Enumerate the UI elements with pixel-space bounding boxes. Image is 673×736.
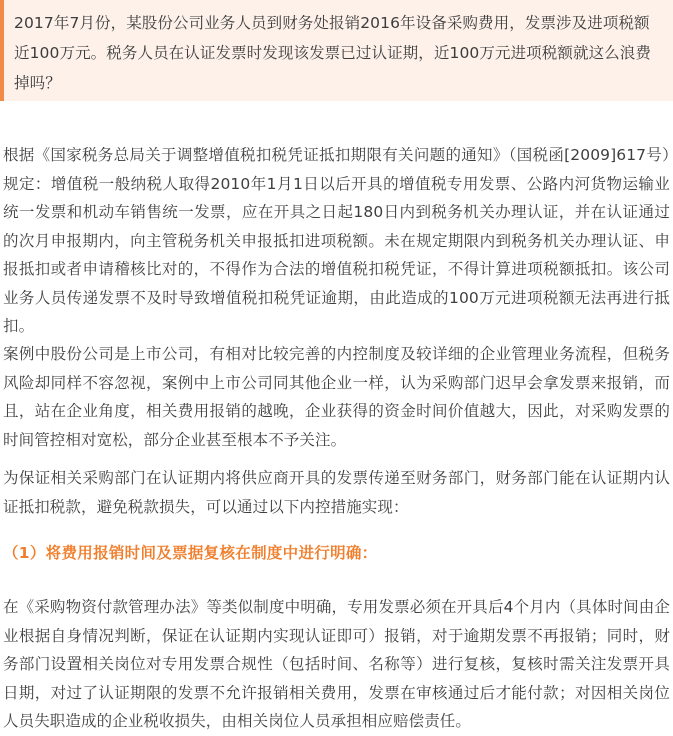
paragraph-regulation: 根据《国家税务总局关于调整增值税扣税凭证抵扣期限有关问题的通知》（国税函[2009]617号）规定：增值税一般纳税人取得2010年1月1日以后开具的增值税专用发票、公路内河货物运输业统一发票和机动车销售统一发票，应在开具之日起180日内到税务机关办理认证，并在认证通过的次月申报期内，向主管税务机关申报抵扣进项税额。未在规定期限内到税务机关办理认证、申报抵扣或者申请稽核比对的，不得作为合法的增值税扣税凭证，不得计算进项税额抵扣。该公司业务人员传递发票不及时导致增值税扣税凭证逾期，由此造成的100万元进项税额无法再进行抵扣。: [3, 146, 670, 335]
paragraph-reimbursement-policy: 在《采购物资付款管理办法》等类似制度中明确，专用发票必须在开具后4个月内（具体时间由企业根据自身情况判断，保证在认证期内实现认证即可）报销，对于逾期发票不再报销；同时，财务部门设置相关岗位对专用发票合规性（包括时间、名称等）进行复核，复核时需关注发票开具日期，对过了认证期限的发票不允许报销相关费用，发票在审核通过后才能付款；对因相关岗位人员失职造成的企业税收损失，由相关岗位人员承担相应赔偿责任。: [3, 598, 670, 730]
question-callout: [0, 0, 673, 101]
paragraph-internal-control-intro: 为保证相关采购部门在认证期内将供应商开具的发票传递至财务部门，财务部门能在认证期内认证抵扣税款，避免税款损失，可以通过以下内控措施实现：: [3, 469, 670, 516]
section-heading: （1）将费用报销时间及票据复核在制度中进行明确：: [3, 544, 378, 562]
paragraph-case-analysis: 案例中股份公司是上市公司，有相对比较完善的内控制度及较详细的企业管理业务流程，但税务风险却同样不容忽视，案例中上市公司同其他企业一样，认为采购部门迟早会拿发票来报销，而且，站在企业角度，相关费用报销的越晚，企业获得的资金时间价值越大，因此，对采购发票的时间管控相对宽松，部分企业甚至根本不予关注。: [3, 345, 670, 449]
question-text: 2017年7月份，某股份公司业务人员到财务处报销2016年设备采购费用，发票涉及进项税额近100万元。税务人员在认证发票时发现该发票已过认证期，近100万元进项税额就这么浪费掉吗？: [14, 14, 651, 92]
